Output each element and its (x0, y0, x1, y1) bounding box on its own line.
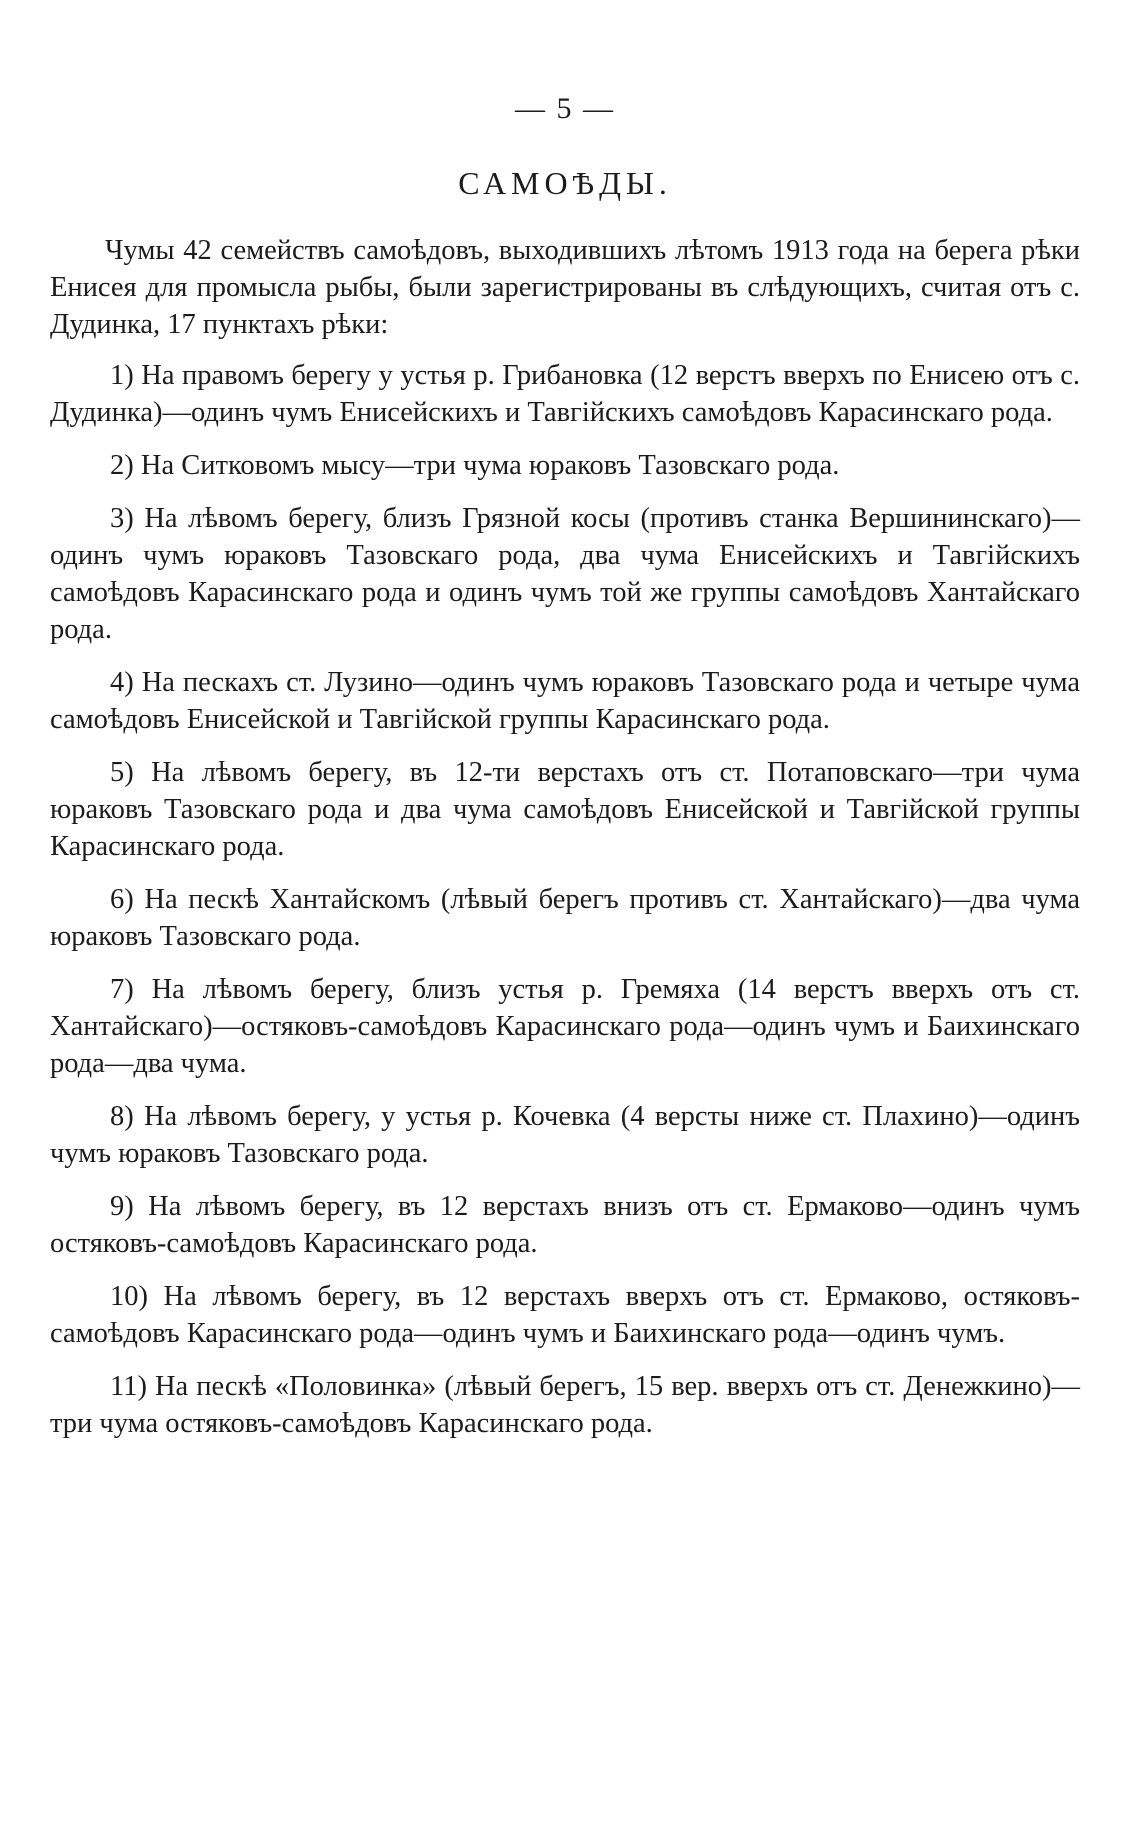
list-item-10: 10) На лѣвомъ берегу, въ 12 верстахъ вверхъ отъ ст. Ермаково, остяковъ-самоѣдовъ Карасинскаго рода—одинъ чумъ и Баихинскаго рода—одинъ чумъ. (50, 1281, 1080, 1349)
list-item-11: 11) На пескѣ «Половинка» (лѣвый берегъ, 15 вер. вверхъ отъ ст. Денежкино)—три чума остяковъ-самоѣдовъ Карасинскаго рода. (50, 1371, 1080, 1439)
body-text (50, 232, 1080, 1458)
list-item-3: 3) На лѣвомъ берегу, близъ Грязной косы (противъ станка Вершининскаго)—одинъ чумъ юраковъ Тазовскаго рода, два чума Енисейскихъ и Тавгійскихъ самоѣдовъ Карасинскаго рода и одинъ чумъ той же группы самоѣдовъ Хантайскаго рода. (50, 503, 1080, 645)
list-item-7: 7) На лѣвомъ берегу, близъ устья р. Гремяха (14 верстъ вверхъ отъ ст. Хантайскаго)—остяковъ-самоѣдовъ Карасинскаго рода—одинъ чумъ и Баихинскаго рода—два чума. (50, 974, 1080, 1079)
section-heading: САМОѢДЫ. (458, 165, 672, 201)
list-item-5: 5) На лѣвомъ берегу, въ 12-ти верстахъ отъ ст. Потаповскаго—три чума юраковъ Тазовскаго рода и два чума самоѣдовъ Енисейской и Тавгійской группы Карасинскаго рода. (50, 757, 1080, 862)
list-item-1: 1) На правомъ берегу у устья р. Грибановка (12 верстъ вверхъ по Енисею отъ с. Дудинка)—одинъ чумъ Енисейскихъ и Тавгійскихъ самоѣдовъ Карасинскаго рода. (50, 360, 1080, 428)
list-item-4: 4) На пескахъ ст. Лузино—одинъ чумъ юраковъ Тазовскаго рода и четыре чума самоѣдовъ Енисейской и Тавгійской группы Карасинскаго рода. (50, 667, 1080, 735)
intro-paragraph: Чумы 42 семействъ самоѣдовъ, выходившихъ лѣтомъ 1913 года на берега рѣки Енисея для промысла рыбы, были зарегистрированы въ слѣдующихъ, считая отъ с. Дудинка, 17 пунктахъ рѣки: (50, 235, 1080, 340)
list-item-2: 2) На Ситковомъ мысу—три чума юраковъ Тазовскаго рода. (110, 450, 840, 481)
list-item-6: 6) На пескѣ Хантайскомъ (лѣвый берегъ противъ ст. Хантайскаго)—два чума юраковъ Тазовскаго рода. (50, 884, 1080, 952)
list-item-8: 8) На лѣвомъ берегу, у устья р. Кочевка (4 версты ниже ст. Плахино)—одинъ чумъ юраковъ Тазовскаго рода. (50, 1101, 1080, 1169)
page-number: — 5 — (515, 92, 615, 125)
list-item-9: 9) На лѣвомъ берегу, въ 12 верстахъ внизъ отъ ст. Ермаково—одинъ чумъ остяковъ-самоѣдовъ Карасинскаго рода. (50, 1191, 1080, 1259)
